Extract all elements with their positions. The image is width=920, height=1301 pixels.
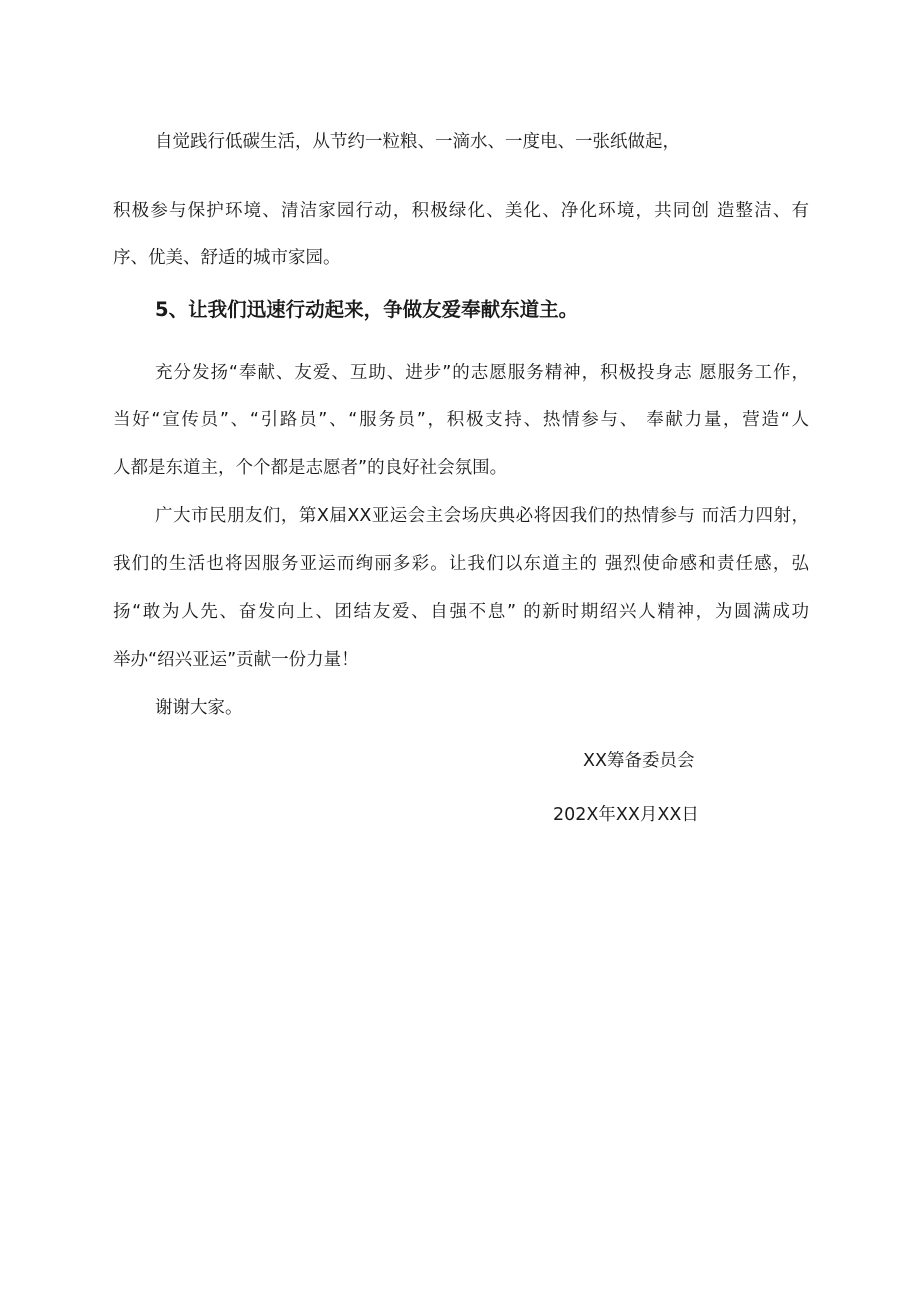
paragraph-1-line-2: 积极参与保护环境、清洁家园行动，积极绿化、美化、净化环境，共同创 造整洁、有 (113, 201, 809, 221)
paragraph-2-line-1: 充分发扬“奉献、友爱、互助、进步”的志愿服务精神，积极投身志 愿服务工作， (155, 363, 809, 383)
signature-organization: XX筹备委员会 (583, 751, 695, 771)
paragraph-1-line-1: 自觉践行低碳生活，从节约一粒粮、一滴水、一度电、一张纸做起， (155, 132, 680, 152)
paragraph-1-line-3: 序、优美、舒适的城市家园。 (113, 248, 341, 268)
paragraph-3-line-3: 扬“敢为人先、奋发向上、团结友爱、自强不息” 的新时期绍兴人精神，为圆满成功 (113, 602, 809, 622)
paragraph-3-line-2: 我们的生活也将因服务亚运而绚丽多彩。让我们以东道主的 强烈使命感和责任感，弘 (113, 554, 809, 574)
paragraph-2-line-3: 人都是东道主，个个都是志愿者”的良好社会氛围。 (113, 458, 508, 478)
paragraph-2-line-2: 当好“宣传员”、“引路员”、“服务员”，积极支持、热情参与、 奉献力量，营造“人 (113, 410, 809, 430)
section-heading-5: 5、让我们迅速行动起来，争做友爱奉献东道主。 (155, 298, 579, 321)
paragraph-3-line-4: 举办“绍兴亚运”贡献一份力量！ (113, 650, 359, 670)
closing-thanks: 谢谢大家。 (155, 698, 243, 718)
signature-date: 202X年XX月XX日 (553, 805, 699, 825)
paragraph-3-line-1: 广大市民朋友们，第X届XX亚运会主会场庆典必将因我们的热情参与 而活力四射， (155, 506, 809, 526)
